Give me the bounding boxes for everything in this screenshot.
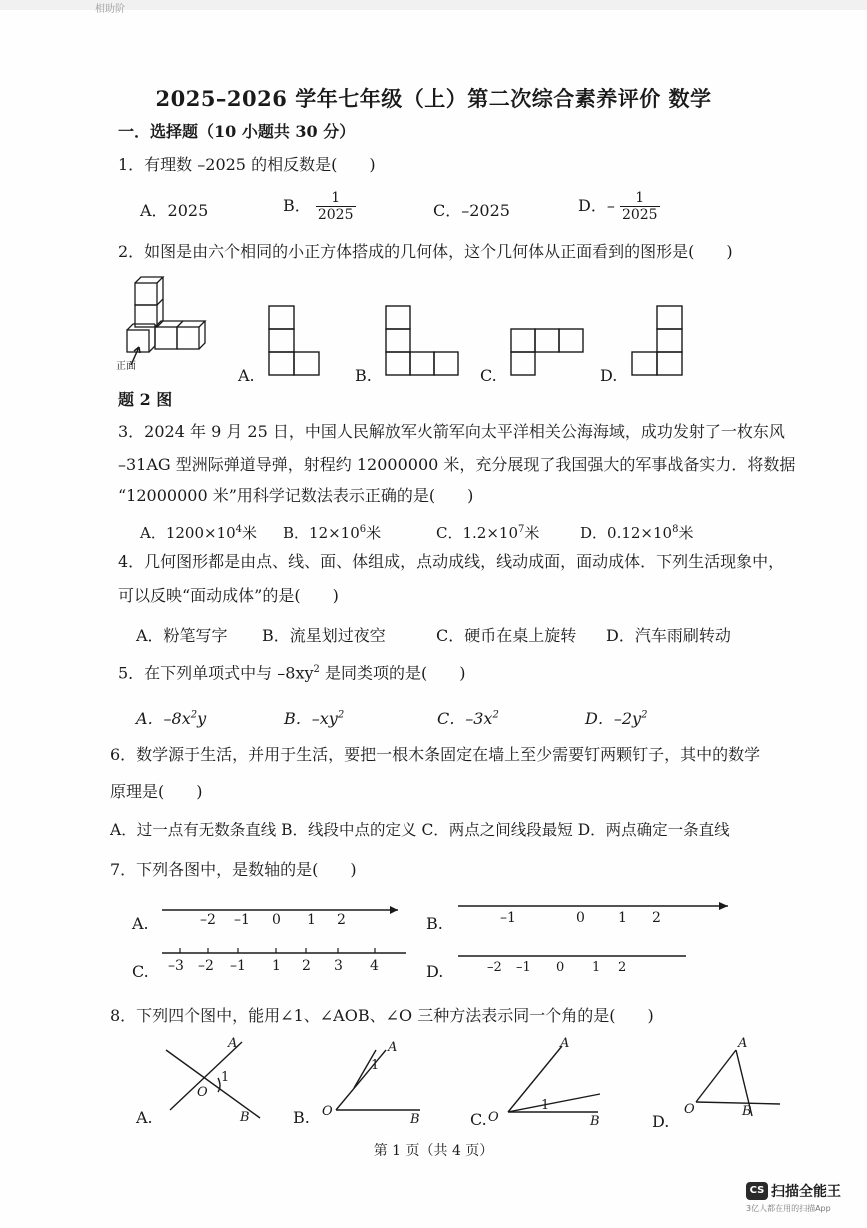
q2-option-a-figure	[268, 305, 320, 377]
tick-label: 1	[592, 960, 601, 975]
q3-option-b-unit: 米	[366, 524, 382, 542]
watermark-name: 扫描全能王	[771, 1183, 841, 1200]
q7-option-b-axis	[456, 896, 731, 926]
q8-option-d-figure	[690, 1040, 790, 1120]
q3-option-a	[140, 522, 257, 543]
tick-label: –1	[516, 960, 531, 975]
q2-option-d-figure	[632, 305, 684, 377]
tick-label: 2	[618, 960, 627, 975]
tick-label: 1	[272, 958, 281, 974]
q5-option-a-exponent: 2	[190, 709, 198, 721]
exam-title: 2025–2026 学年七年级（上）第二次综合素养评价 数学	[155, 86, 712, 111]
q1-option-b	[283, 190, 356, 223]
q1-option-b-fraction	[316, 190, 356, 223]
fraction-numerator: 1	[635, 190, 645, 206]
q5-option-d-base: D．–2y	[585, 709, 642, 728]
watermark-subtitle: 3亿人都在用的扫描App	[746, 1203, 831, 1213]
point-label: A	[228, 1036, 238, 1051]
top-stub-text: 相助阶	[95, 4, 125, 15]
tick-label: 0	[556, 960, 565, 975]
point-label: O	[684, 1102, 695, 1117]
q3-line2: –31AG 型洲际弹道导弹，射程约 12000000 米，充分展现了我国强大的军事战备实力．将数据	[118, 455, 796, 474]
tick-label: 2	[652, 910, 661, 926]
q1-stem: 1．有理数 –2025 的相反数是( )	[118, 155, 376, 174]
q3-option-c-base: C．1.2×10	[436, 524, 518, 542]
point-label: B	[240, 1110, 250, 1125]
point-label: A	[388, 1040, 398, 1055]
q3-option-d-exponent: 8	[672, 524, 679, 535]
tick-label: 4	[370, 958, 379, 974]
q5-option-a-base: A．–8x	[136, 709, 191, 728]
q2-front-label: 正面	[116, 361, 136, 372]
q3-option-c-exponent: 7	[518, 524, 525, 535]
q3-option-b-exponent: 6	[359, 524, 367, 535]
q6-line1: 6．数学源于生活，并用于生活，要把一根木条固定在墙上至少需要钉两颗钉子，其中的数学	[110, 745, 761, 764]
scanner-watermark	[746, 1180, 861, 1214]
point-label: O	[322, 1104, 333, 1119]
q5-option-c-exponent: 2	[492, 709, 499, 721]
q1-option-d-fraction	[620, 190, 660, 223]
q2-option-c-figure	[510, 328, 586, 378]
q5-option-c	[437, 706, 499, 729]
q2-option-d: D.	[600, 366, 618, 385]
q7-option-c: C.	[132, 962, 149, 981]
fraction-denominator: 2025	[621, 207, 658, 223]
page-footer: 第 1 页（共 4 页）	[373, 1143, 494, 1159]
q1-option-c: C．–2025	[433, 201, 510, 220]
q7-option-b: B.	[426, 914, 443, 933]
q8-option-c-figure	[500, 1040, 610, 1120]
q5-option-d-exponent: 2	[641, 709, 648, 721]
tick-label: 2	[302, 958, 311, 974]
point-label: A	[738, 1036, 748, 1051]
point-label: B	[742, 1104, 752, 1119]
q1-option-a: A．2025	[140, 201, 209, 220]
q4-option-b: B．流星划过夜空	[262, 626, 386, 645]
q3-option-b	[283, 522, 381, 543]
tick-label: 0	[576, 910, 585, 926]
q2-option-b: B.	[355, 366, 372, 385]
point-label: B	[410, 1112, 420, 1127]
q3-line3: “12000000 米”用科学记数法表示正确的是( )	[118, 486, 474, 505]
q4-option-a: A．粉笔写字	[136, 626, 228, 645]
q3-line1: 3．2024 年 9 月 25 日，中国人民解放军火箭军向太平洋相关公海海域，成功发射了一枚东风	[118, 422, 785, 441]
q3-option-c	[436, 522, 539, 543]
q5-stem	[118, 660, 465, 683]
q5-stem-post: 是同类项的是( )	[319, 663, 466, 683]
q3-option-c-unit: 米	[524, 524, 540, 542]
tick-label: –1	[500, 910, 516, 926]
q2-figure-caption: 题 2 图	[118, 390, 173, 409]
q3-option-d-base: D．0.12×10	[580, 524, 673, 542]
tick-label: –3	[168, 958, 184, 974]
q5-option-a-post: y	[197, 709, 207, 728]
q2-option-b-figure	[385, 305, 461, 377]
q5-option-d	[585, 706, 647, 729]
q2-option-a: A.	[238, 366, 255, 385]
tick-label: –1	[234, 912, 250, 928]
angle-label: 1	[371, 1058, 380, 1073]
fraction-denominator: 2025	[317, 207, 354, 223]
q7-option-a-axis	[160, 898, 405, 928]
point-label: O	[197, 1085, 208, 1100]
scan-edge	[0, 0, 867, 10]
tick-label: –2	[487, 960, 502, 975]
q1-option-d-label: D．–	[578, 196, 615, 215]
camscanner-logo-icon: CS	[746, 1182, 768, 1200]
q4-line2: 可以反映“面动成体”的是( )	[118, 586, 339, 605]
point-label: A	[560, 1036, 570, 1051]
q5-option-a	[136, 706, 206, 729]
q5-option-b-exponent: 2	[337, 709, 345, 721]
q5-option-c-base: C．–3x	[437, 709, 493, 728]
tick-label: 2	[337, 912, 346, 928]
q8-stem: 8．下列四个图中，能用∠1、∠AOB、∠O 三种方法表示同一个角的是( )	[110, 1006, 654, 1025]
q3-option-a-unit: 米	[242, 524, 258, 542]
q6-line2: 原理是( )	[110, 782, 203, 801]
q3-option-d-unit: 米	[678, 524, 694, 542]
q3-option-d	[580, 522, 693, 543]
q5-option-b	[284, 706, 344, 729]
tick-label: –2	[200, 912, 216, 928]
point-label: O	[488, 1110, 499, 1125]
q3-option-a-base: A．1200×10	[140, 524, 236, 542]
q3-option-a-exponent: 4	[235, 524, 243, 535]
q8-option-b-figure	[330, 1040, 440, 1120]
q7-stem: 7．下列各图中，是数轴的是( )	[110, 860, 357, 879]
q5-stem-pre: 5．在下列单项式中与 –8xy	[118, 663, 314, 683]
q8-option-c: C.	[470, 1110, 487, 1129]
q8-option-d: D.	[652, 1112, 670, 1131]
angle-label: 1	[541, 1098, 550, 1113]
tick-label: –2	[198, 958, 214, 974]
q7-option-a: A.	[132, 914, 149, 933]
q5-stem-exponent: 2	[313, 664, 320, 675]
angle-label: 1	[221, 1070, 230, 1085]
q8-option-a: A.	[136, 1108, 153, 1127]
q7-option-d: D.	[426, 962, 444, 981]
point-label: B	[590, 1114, 600, 1129]
q1-option-d	[578, 190, 660, 223]
q4-line1: 4．几何图形都是由点、线、面、体组成，点动成线，线动成面，面动成体．下列生活现象中，	[118, 552, 785, 571]
q3-option-b-base: B．12×10	[283, 524, 360, 542]
tick-label: 0	[272, 912, 281, 928]
q2-stem: 2．如图是由六个相同的小正方体搭成的几何体，这个几何体从正面看到的图形是( )	[118, 242, 733, 261]
q5-option-b-base: B．–xy	[284, 709, 338, 728]
q4-option-d: D．汽车雨刷转动	[606, 626, 731, 645]
q6-options: A．过一点有无数条直线 B．线段中点的定义 C．两点之间线段最短 D．两点确定一条直线	[110, 821, 730, 839]
fraction-numerator: 1	[331, 190, 341, 206]
q2-option-c: C.	[480, 366, 497, 385]
tick-label: 1	[307, 912, 316, 928]
tick-label: –1	[230, 958, 246, 974]
q1-option-b-label: B．	[283, 196, 311, 215]
q8-option-b: B.	[293, 1108, 310, 1127]
q8-option-a-figure	[160, 1040, 270, 1130]
tick-label: 1	[618, 910, 627, 926]
tick-label: 3	[334, 958, 343, 974]
section-heading: 一．选择题（10 小题共 30 分）	[118, 122, 356, 141]
q4-option-c: C．硬币在桌上旋转	[436, 626, 577, 645]
